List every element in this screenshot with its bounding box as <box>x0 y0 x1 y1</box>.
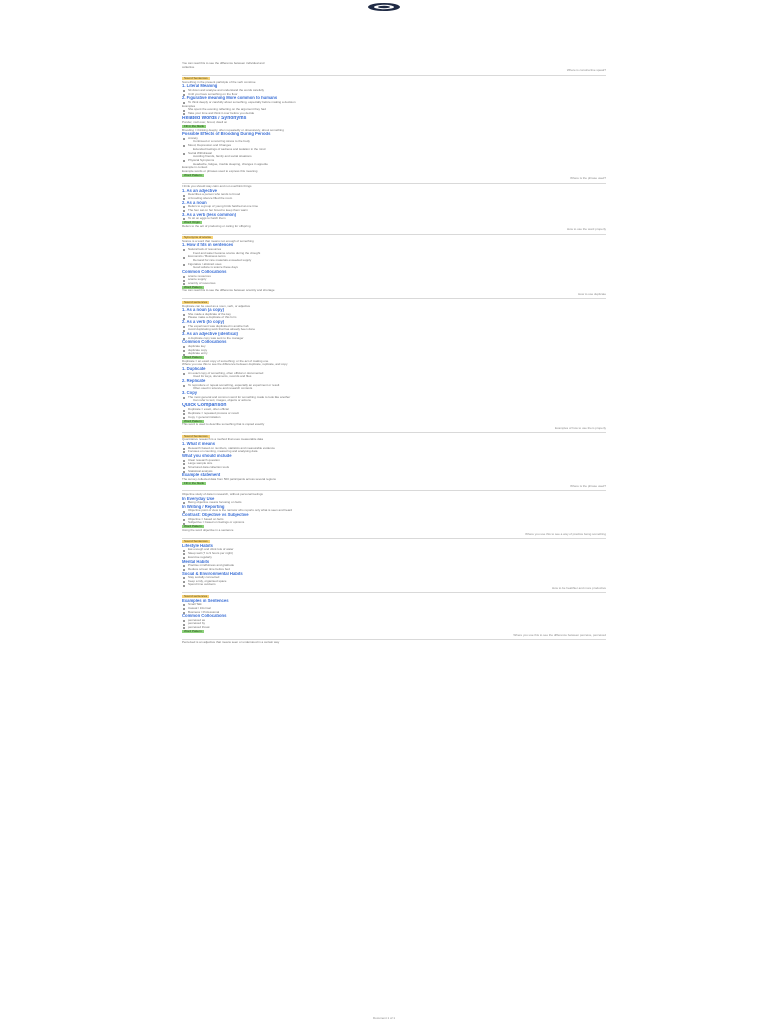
list-item <box>182 611 606 615</box>
line-text: perceived as <box>188 618 206 622</box>
divider <box>182 234 606 235</box>
line-text: Word Pattern <box>184 173 202 177</box>
line-text: Exercise regularly <box>188 555 212 559</box>
side-note <box>182 634 606 638</box>
line-text: Practise mindfulness and gratitude <box>188 564 235 568</box>
line-text: How to be healthier and more productive <box>551 587 606 591</box>
line-text: Objective point of view is the narrator who reports only what is seen and heard <box>188 509 293 513</box>
line-text: Example in context <box>182 166 208 170</box>
line-text: To think deeply or carefully about something, especially before making a decision <box>188 101 296 104</box>
side-note <box>182 177 606 181</box>
line-text: Duplicate = exact, often official <box>188 408 229 412</box>
line-text: Objective study of data in research, without personal feelings <box>182 492 263 496</box>
line-text: In Everyday Use <box>182 496 215 501</box>
line-text: Continued or a recurring stress to the body <box>193 140 250 144</box>
line-text: Sound Sentences <box>184 540 208 544</box>
line-text: Keep a tidy, organised space <box>188 579 227 583</box>
line-text: Example words or phrases used to express this meaning <box>182 169 258 173</box>
line-text: Example statement <box>182 473 221 478</box>
line-text: Good advice is scarce these days <box>193 266 238 270</box>
list-item <box>182 282 606 286</box>
line-text: 2. As a verb (to copy) <box>182 320 225 325</box>
line-text: Mood, Depression and Changes <box>188 144 232 148</box>
side-note <box>182 228 606 232</box>
line-text: Demand for rare materials exceeded supply <box>193 259 252 263</box>
line-text: Large sample size <box>188 462 213 466</box>
list-item <box>182 217 606 221</box>
line-text: Avoiding friends, family and social situations <box>193 155 252 159</box>
line-text: duplicate key <box>188 345 206 349</box>
list-item <box>182 583 606 587</box>
line-text: Natural lack of resources <box>188 247 222 251</box>
line-text: Word Pattern <box>184 525 202 529</box>
line-text: Fill in the blank <box>184 124 205 128</box>
divider <box>182 183 606 184</box>
line-text: Possible Effects of Brooding During Periods <box>182 132 271 137</box>
line-text: Fill in the blank <box>184 481 205 485</box>
line-text: duplicate entry <box>188 352 208 356</box>
line-text: Eat enough and drink lots of water <box>188 548 234 552</box>
line-text: The survey collected data from 500 participants across several regions <box>182 477 276 481</box>
line-text: Extended feelings of sadness and isolation in the mind <box>193 147 266 151</box>
line-text: Quick Comparison <box>182 403 227 409</box>
line-text: A duplicate copy was sent to the manager <box>188 336 244 340</box>
line-text: Please make a duplicate of this form <box>188 316 237 320</box>
line-text: She made a duplicate of the key <box>188 312 231 316</box>
document-body <box>182 62 606 645</box>
list-item <box>182 328 606 332</box>
line-text: Copy = general imitation <box>188 415 221 419</box>
divider <box>182 592 606 593</box>
line-text: In Writing / Reporting <box>182 504 225 509</box>
divider <box>182 298 606 299</box>
line-text: Word Pattern <box>184 419 202 423</box>
brand-logo-icon <box>367 2 401 12</box>
line-text: How to use duplicate <box>578 293 606 297</box>
list-item <box>182 209 606 213</box>
line-text: Being objective means focusing on facts <box>188 501 242 505</box>
list-item <box>182 509 606 513</box>
line-text: duplicate copy <box>188 348 208 352</box>
list-item <box>182 101 606 105</box>
line-text: You can read this to see the difference between scarcity and shortage <box>182 289 275 293</box>
line-text: Sit down and analyse and understand the words carefully <box>188 89 265 93</box>
line-text: Brooding = thinking deeply, often repeatedly or obsessively, about something <box>182 128 284 132</box>
side-note <box>182 485 606 489</box>
line-text: 1. Literal Meaning <box>182 84 218 89</box>
line-text: collective <box>182 65 195 69</box>
line-text: Lifestyle Habits <box>182 543 213 548</box>
line-text: 1. How it fits in sentences <box>182 243 234 248</box>
line-text: Used for keys, documents, records and files <box>193 375 252 379</box>
line-text: 1. What it means <box>182 441 216 446</box>
list-item <box>182 255 606 259</box>
line-text: Statistical analysis <box>188 469 213 473</box>
paragraph-line <box>182 641 606 645</box>
divider <box>182 432 606 433</box>
list-item <box>182 337 606 341</box>
line-text: Business / Professional <box>188 610 220 614</box>
line-text: Often used in science and research contexts <box>193 387 253 391</box>
line-text: Ponder, mull over, brood, dwell on <box>182 121 228 125</box>
list-item <box>182 416 606 420</box>
line-text: Can refer to text, images, objects or actions <box>193 399 251 403</box>
line-text: Where is the phrase used? <box>570 485 606 489</box>
line-text: Replicate = repeated process or result <box>188 412 239 416</box>
list-item <box>182 144 606 148</box>
line-text: Refers to the act of producing or caring for offspring <box>182 224 251 228</box>
line-text: Where you use this to see the difference between perceive, perceived <box>513 633 606 637</box>
list-item <box>182 93 606 97</box>
list-item <box>182 316 606 320</box>
list-item <box>182 626 606 630</box>
line-text: Examples <box>182 104 196 108</box>
line-text: Something in the present participle of the verb construe <box>182 80 256 84</box>
line-text: Word Origin <box>184 220 200 224</box>
line-text: perceived threat <box>188 626 210 630</box>
line-text: Examples in Sentences <box>182 598 229 603</box>
list-item <box>182 197 606 201</box>
line-text: This word is used to describe something that is copied exactly <box>182 423 265 427</box>
line-text: Where is constructive speak? <box>566 69 606 73</box>
list-item <box>182 450 606 454</box>
list-item <box>182 568 606 572</box>
line-text: Where you use this to see the difference between duplicate, replicate, and copy <box>182 363 288 367</box>
line-text: Common Collocations <box>182 614 227 619</box>
line-text: How to use the word properly <box>566 228 606 232</box>
line-text: Casual / Informal <box>188 606 211 610</box>
line-text: Clear research question <box>188 458 220 462</box>
divider <box>182 75 606 76</box>
line-text: 2. Figurative meaning More common to humans <box>182 96 278 101</box>
divider <box>182 538 606 539</box>
list-item <box>182 159 606 163</box>
list-item <box>182 556 606 560</box>
line-text: Physical Symptoms <box>188 158 215 162</box>
line-text: Related Words / Synonyms <box>182 115 247 121</box>
line-text: Reduce screen time before bed <box>188 567 230 571</box>
line-text: Small Talk <box>188 603 202 607</box>
line-text: Scarce is a word that means not enough of something <box>182 239 254 243</box>
list-item <box>182 112 606 116</box>
line-text: Headache, fatigue, trouble sleeping, changes in appetite <box>193 162 268 166</box>
line-text: 2. As a noun <box>182 200 207 205</box>
line-text: Avoid duplicating work that has already been done <box>188 328 255 332</box>
line-text: Social Withdrawal <box>188 151 212 155</box>
line-text: Spend time outdoors <box>188 583 216 587</box>
list-item <box>182 248 606 252</box>
line-text: Economics / Business terms <box>188 255 226 259</box>
line-text: Sound sentences <box>184 300 208 304</box>
line-text: 1. Duplicate <box>182 367 206 372</box>
line-text: perceived by <box>188 622 206 626</box>
line-text: Stay socially connected <box>188 576 220 580</box>
line-text: Social & Environmental Habits <box>182 571 243 576</box>
line-text: To sit on eggs to hatch them <box>188 217 226 221</box>
line-text: Contrast: Objective vs Subjective <box>182 513 249 518</box>
line-text: Word Pattern <box>184 285 202 289</box>
line-text: Word Pattern <box>184 356 202 360</box>
line-text: To reproduce or repeat something, especially an experiment or result <box>188 383 280 387</box>
line-text: Mental Habits <box>182 559 210 564</box>
line-text: Common Collocations <box>182 270 227 275</box>
page-footer: Document 1 of 1 <box>372 1016 395 1020</box>
list-item <box>182 352 606 356</box>
side-note <box>182 533 606 537</box>
side-note <box>182 69 606 73</box>
line-text: 3. Copy <box>182 391 198 396</box>
side-note <box>182 427 606 431</box>
line-text: Refers to a group of young birds hatched at one time <box>188 205 259 209</box>
line-text: 3. As a verb (less common) <box>182 212 237 217</box>
line-text: You can read this to see the difference between individual and <box>182 62 265 65</box>
line-text: 1. As an adjective <box>182 188 217 193</box>
line-text: Common Collocations <box>182 340 227 345</box>
line-text: Using the word objective in a sentence <box>182 528 234 532</box>
line-text: An exact copy of something, often official or documented <box>188 371 264 375</box>
line-text: 3. As an adjective (identical) <box>182 332 238 337</box>
line-text: Where you use this to see a way of practice being something <box>525 532 606 536</box>
line-text: scarcity of resources <box>188 282 216 286</box>
line-text: A brooding silence filled the room <box>188 197 233 201</box>
line-text: Sound Sentences <box>184 434 208 438</box>
line-text: Quantitative research is a method that uses measurable data <box>182 438 264 442</box>
side-note <box>182 587 606 591</box>
line-text: Duplicate = an exact copy of something; or the act of making one <box>182 359 269 363</box>
line-text: I think you should stay calm and not overthink things <box>182 185 252 189</box>
line-text: Perceived is an adjective that means seen or understood in a certain way <box>182 641 280 645</box>
line-text: 2. Replicate <box>182 379 206 384</box>
line-text: 1. As a noun (a copy) <box>182 308 224 313</box>
line-text: Take your time and think it over before you decide <box>188 112 255 116</box>
line-text: Examples of how to use them properly <box>554 426 606 430</box>
line-text: scarce resources <box>188 274 211 278</box>
side-note <box>182 293 606 297</box>
list-item <box>182 470 606 474</box>
line-text: Sound Sentences <box>184 77 208 81</box>
line-text: Describes a person who tends to brood <box>188 193 241 197</box>
line-text: Research based on numbers, statistics and measurable evidence <box>188 446 275 450</box>
line-text: Word Pattern <box>184 629 202 633</box>
divider <box>182 490 606 491</box>
line-text: Anxiety <box>188 136 198 140</box>
line-text: What you should include <box>182 453 232 458</box>
line-text: Duplicate can be used as a noun, verb, or adjective <box>182 304 251 308</box>
line-text: She spent the evening reflecting on the argument they had <box>188 108 266 112</box>
list-item <box>182 501 606 505</box>
line-text: Synonyms of scarce <box>184 236 212 240</box>
line-text: scarce supply <box>188 278 207 282</box>
line-text: Sound sentences <box>184 594 208 598</box>
line-text: Structured data collection tools <box>188 465 230 469</box>
line-text: The experiment was duplicated in another lab <box>188 324 249 328</box>
line-text: The most general and common word for something made to look like another <box>188 395 291 399</box>
line-text: Focuses on counting, measuring and analysing data <box>188 450 258 454</box>
divider <box>182 639 606 640</box>
line-text: Subjective = based on feelings or opinions <box>188 521 245 525</box>
line-text: The hen sat on her brood to keep them warm <box>188 208 249 212</box>
line-text: Where is the phrase used? <box>570 177 606 181</box>
line-text: Food and water became scarce during the drought <box>193 251 261 255</box>
line-text: Figurative / abstract uses <box>188 262 222 266</box>
line-text: Objective = based on facts <box>188 517 224 521</box>
line-text: Until you have something on the floor <box>188 92 238 96</box>
list-item <box>182 521 606 525</box>
line-text: Sleep well (7 to 9 hours per night) <box>188 552 233 556</box>
